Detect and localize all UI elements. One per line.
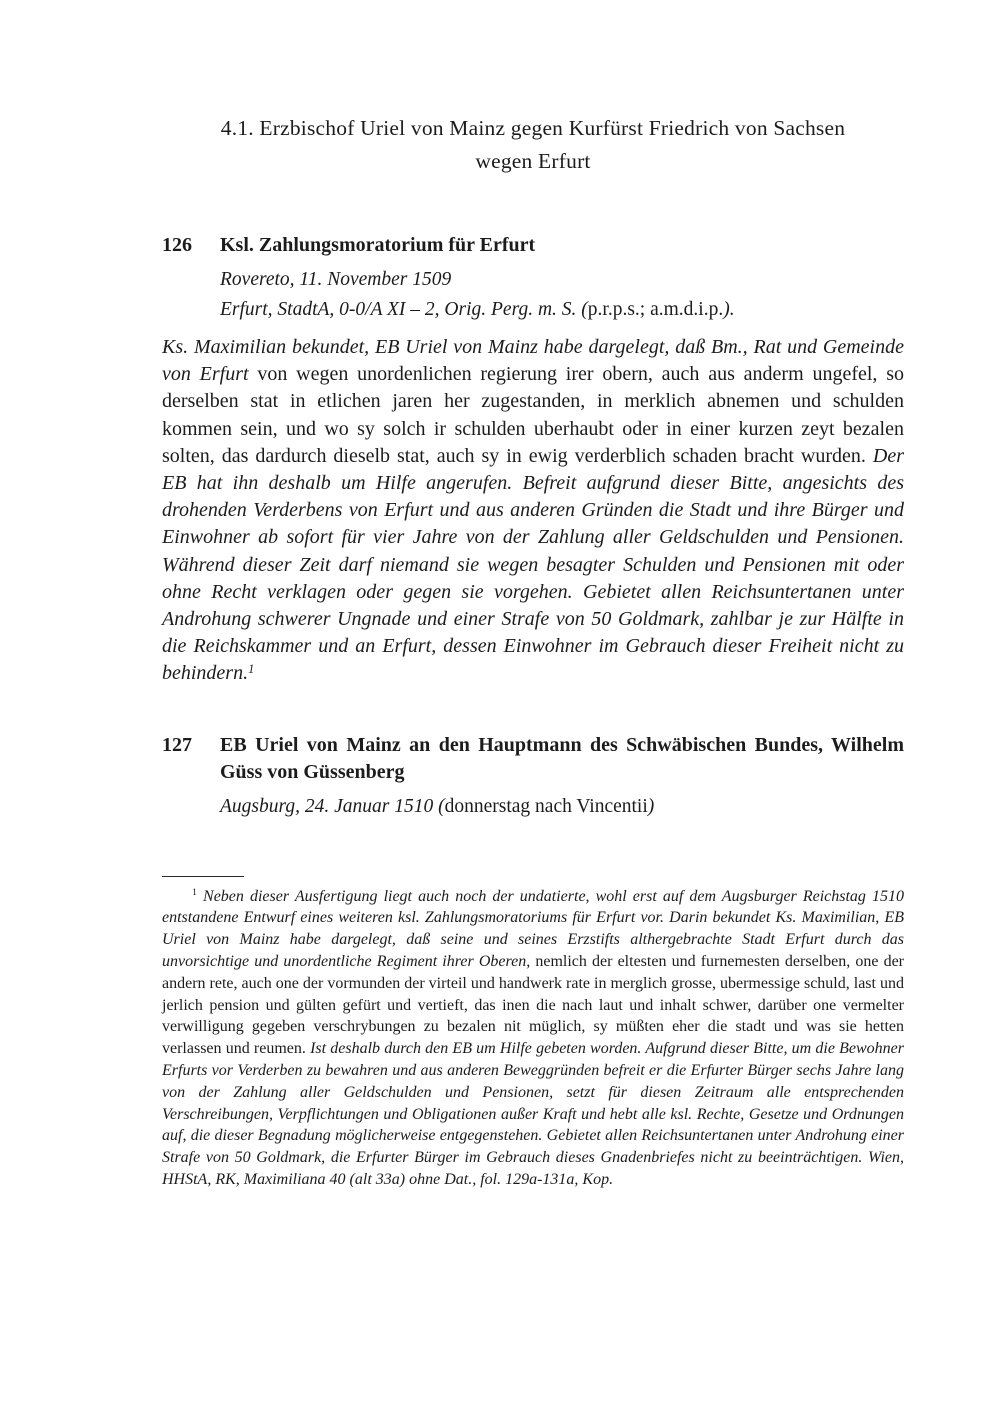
entry-126-archive-ref: Erfurt, StadtA, 0-0/A XI – 2, Orig. Perg. m. S. (p.r.p.s.; a.m.d.i.p.).: [220, 299, 735, 320]
footnote-1: $^1$ Neben dieser Ausfertigung liegt auch noch der undatierte, wohl erst auf dem Augsburger Reichstag 1510 entstandene Entwurf eines weiteren ksl. Zahlungsmoratoriums für Erfurt vor. Darin bekundet Ks. Maximilian, EB Uriel von Mainz habe dargelegt, daß seine und seines Erzstifts althergebrachte Stadt Erfurt durch das unvorsichtige und unordentliche Regiment ihrer Oberen, nemlich der eltesten und furnemesten derselben, one der andern rete, auch one der vormunden der virteil und handwerk rate in merglich grosse, ubermessige schuld, last und jerlich pension und gülten gefürt und vertieft, das inen die nach laut und inhalt schwer, darüber one vermelter verwilligung gegeben verschrybungen zu bezalen nit müglich, sy müßten eher die stadt und was sie hetten verlassen und reumen. Ist deshalb durch den EB um Hilfe gebeten worden. Aufgrund dieser Bitte, um die Bewohner Erfurts vor Verderben zu bewahren und aus anderen Beweggründen befreit er die Erfurter Bürger sechs Jahre lang von der Zahlung aller Geldschulden und Pensionen, setzt für diesen Zeitraum alle entsprechenden Verschreibungen, Verpflichtungen und Obligationen außer Kraft und hebt alle ksl. Rechte, Gesetze und Ordnungen auf, die dieser Begnadung möglicherweise entgegenstehen. Gebietet allen Reichsuntertanen unter Androhung einer Strafe von 50 Goldmark, die Erfurter Bürger im Gebrauch dieses Gnadenbriefes nicht zu beeinträchtigen. Wien, HHStA, RK, Maximiliana 40 (alt 33a) ohne Dat., fol. 129a-131a, Kop.: [162, 887, 905, 1188]
section-title-line2: wegen Erfurt: [475, 149, 591, 173]
regest-entry-127: [162, 732, 904, 820]
regest-entry-126: [162, 232, 904, 688]
entry-126-heading: Ksl. Zahlungsmoratorium für Erfurt: [220, 234, 536, 256]
footnote-area: [162, 876, 904, 1191]
entry-126-summary: Ks. Maximilian bekundet, EB Uriel von Mainz habe dargelegt, daß Bm., Rat und Gemeinde von Erfurt von wegen unordenlichen regierung irer obern, auch aus anderm ungefel, so derselben stat in etlichen jaren her zugestanden, in merklich abnemen und schulden kommen sein, und wo sy solch ir schulden uberhaubt oder in einer kurzen zeyt bezalen solten, das dardurch dieselb stat, auch sy in ewig verderblich schaden bracht wurden. Der EB hat ihn deshalb um Hilfe angerufen. Befreit aufgrund dieser Bitte, angesichts des drohenden Verderbens von Erfurt und aus anderen Gründen die Stadt und ihre Bürger und Einwohner ab sofort für vier Jahre von der Zahlung aller Geldschulden und Pensionen. Während dieser Zeit darf niemand sie wegen besagter Schulden und Pensionen mit oder ohne Recht verklagen oder gegen sie vorgehen. Gebietet allen Reichsuntertanen unter Androhung schwerer Ungnade und einer Strafe von 50 Goldmark, zahlbar je zur Hälfte in die Reichskammer und an Erfurt, dessen Einwohner im Gebrauch dieser Freiheit nicht zu behindern.$^1$: [162, 336, 904, 685]
footnote-rule: [162, 876, 244, 877]
entry-126-dateline: Rovereto, 11. November 1509: [220, 269, 452, 290]
section-title-line1: 4.1. Erzbischof Uriel von Mainz gegen Kurfürst Friedrich von Sachsen: [220, 116, 846, 140]
entry-127-heading-row: [162, 732, 904, 786]
entry-126-number: 126: [162, 234, 192, 256]
entry-127-heading: EB Uriel von Mainz an den Hauptmann des Schwäbischen Bundes, Wilhelm Güss von Güssenberg: [220, 733, 904, 783]
section-title: [162, 112, 904, 178]
entry-126-heading-row: [162, 232, 904, 259]
entry-127-dateline: Augsburg, 24. Januar 1510 (donnerstag nach Vincentii): [220, 795, 655, 817]
entry-127-number: 127: [162, 733, 192, 756]
